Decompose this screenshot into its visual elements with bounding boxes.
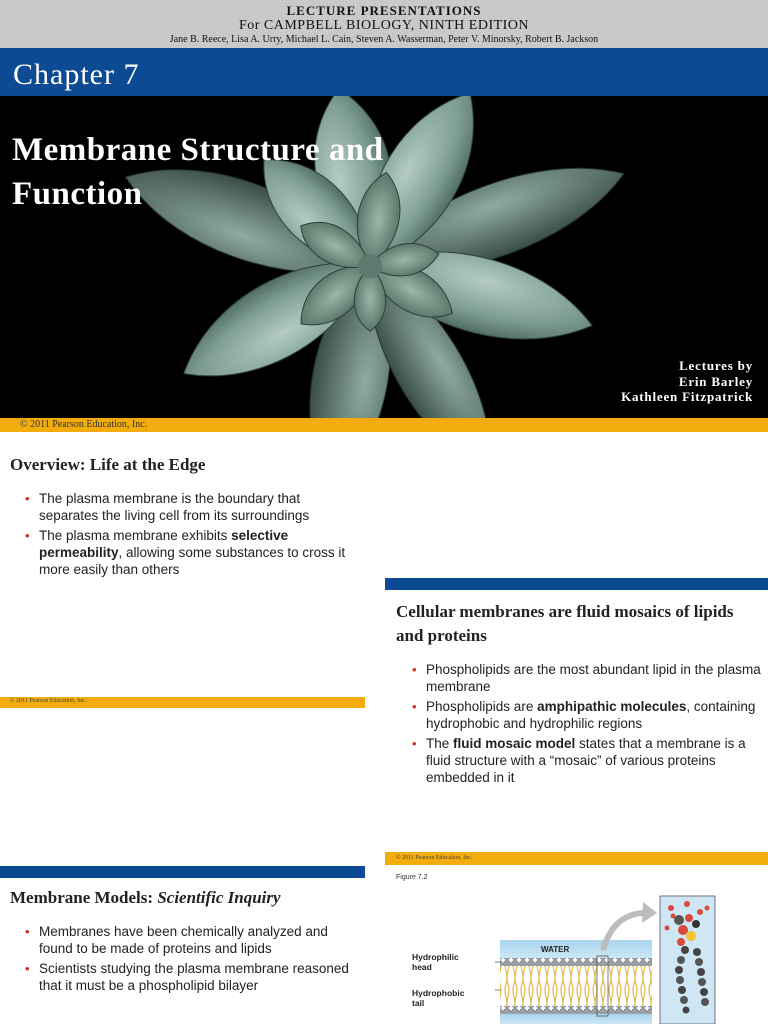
slide2-title: Overview: Life at the Edge — [10, 455, 206, 474]
header-bar — [0, 0, 768, 48]
slide3-header-bar — [385, 578, 768, 590]
bullet-item: • Phospholipids are the most abundant lipid in the plasma membrane — [412, 661, 762, 695]
bullet-item: • The plasma membrane exhibits selective permeability, allowing some substances to cross it more easily than others — [25, 527, 355, 578]
tail-region — [500, 966, 652, 1006]
figure-label: Figure 7.2 — [396, 874, 428, 881]
slide4-header-bar — [0, 866, 365, 878]
head-row-bottom — [500, 1006, 652, 1014]
water-label: WATER — [541, 945, 570, 954]
head-row-top — [500, 958, 652, 966]
zoom-arrowhead-icon — [642, 902, 657, 923]
bullet-item: • Membranes have been chemically analyzed and found to be made of proteins and lipids — [25, 923, 355, 957]
lecturer-2: Kathleen Fitzpatrick — [621, 389, 753, 404]
bullet-item: • The plasma membrane is the boundary that separates the living cell from its surroundings — [25, 490, 355, 524]
bullet-item: • Phospholipids are amphipathic molecules, containing hydrophobic and hydrophilic regions — [412, 698, 762, 732]
main-title — [12, 128, 384, 216]
slide3-bullet-list — [412, 661, 762, 789]
copyright-text: © 2011 Pearson Education, Inc. — [20, 419, 148, 430]
slide4-title: Membrane Models: Scientific Inquiry — [10, 888, 281, 907]
phospholipid-bilayer-figure — [495, 880, 768, 1024]
lecturers-credit — [621, 358, 753, 405]
water-region — [500, 940, 652, 958]
slide4-bullet-list — [25, 923, 355, 997]
lectures-by-label: Lectures by — [679, 358, 753, 373]
water-region-bottom — [500, 1014, 652, 1024]
hydrophilic-head-label: Hydrophilic head — [412, 952, 459, 972]
slide3-title: Cellular membranes are fluid mosaics of lipids and proteins — [396, 602, 734, 645]
header-authors: Jane B. Reece, Lisa A. Urry, Michael L. Cain, Steven A. Wasserman, Peter V. Minorsky, Robert B. Jackson — [169, 34, 599, 45]
slide2-copyright: © 2011 Pearson Education, Inc. — [10, 698, 87, 704]
bullet-item: • Scientists studying the plasma membrane reasoned that it must be a phospholipid bilayer — [25, 960, 355, 994]
main-title-line2: Function — [12, 176, 143, 212]
lecturer-1: Erin Barley — [678, 373, 753, 389]
main-title-line1: Membrane Structure and — [12, 132, 384, 168]
header-line2: For CAMPBELL BIOLOGY, NINTH EDITION — [238, 18, 530, 33]
chapter-title: Chapter 7 — [13, 58, 140, 91]
header-line1: LECTURE PRESENTATIONS — [286, 3, 482, 18]
slide2-bullet-list — [25, 490, 355, 581]
hydrophobic-tail-label: Hydrophobic tail — [412, 988, 465, 1008]
bullet-item: • The fluid mosaic model states that a membrane is a fluid structure with a “mosaic” of various proteins embedded in it — [412, 735, 762, 786]
slide3-copyright: © 2011 Pearson Education, Inc. — [396, 855, 473, 861]
